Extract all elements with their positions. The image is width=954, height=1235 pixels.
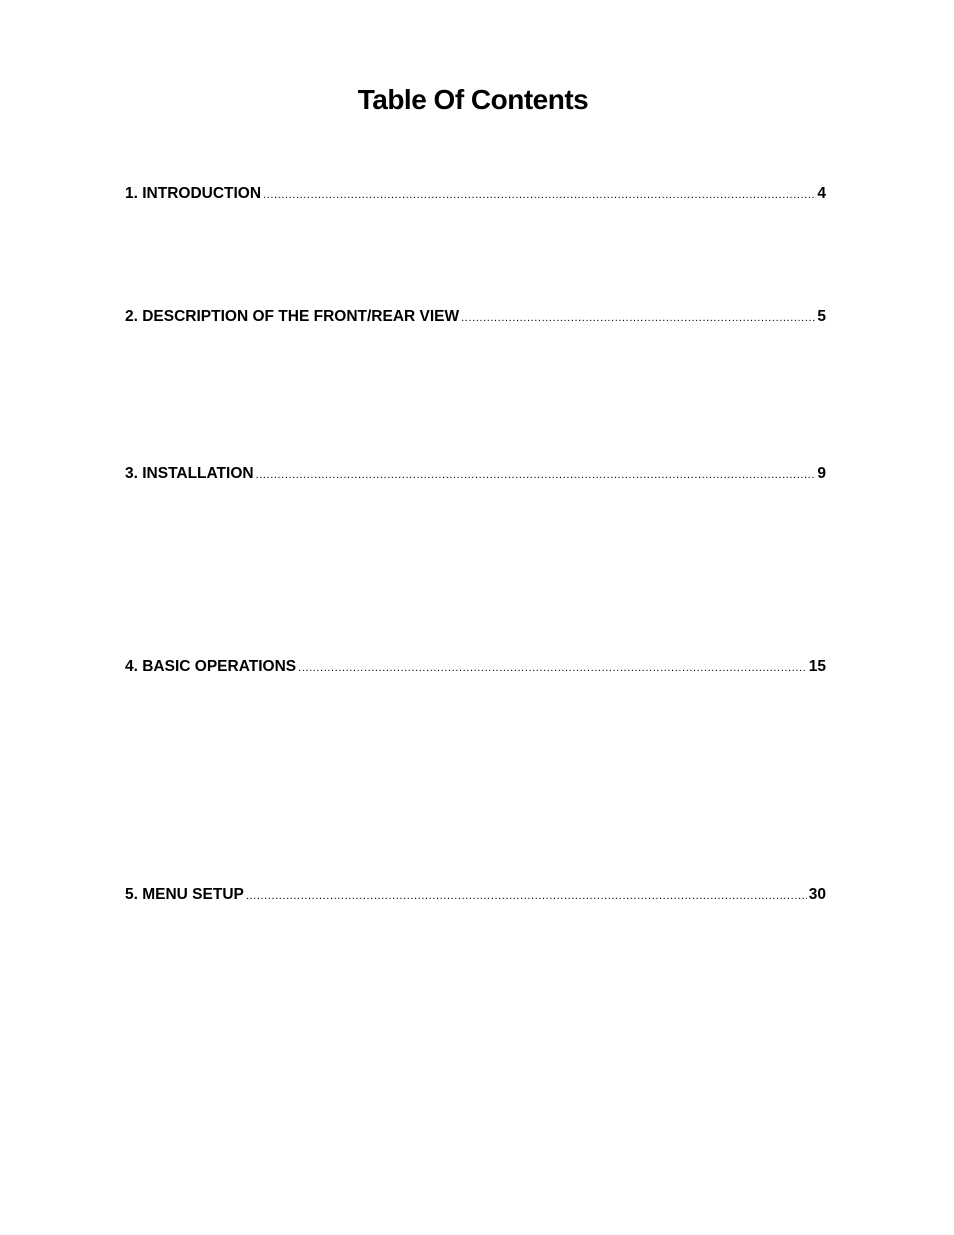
- toc-entry-introduction[interactable]: [125, 184, 826, 205]
- toc-entry-label: 5. MENU SETUP: [125, 886, 244, 903]
- toc-entry-page: 15: [808, 658, 826, 675]
- dot-leader: [298, 658, 807, 678]
- dot-leader: [461, 308, 815, 328]
- dot-leader: [263, 185, 815, 205]
- toc-entry-page: 4: [817, 185, 826, 202]
- toc-entry-page: 9: [817, 465, 826, 482]
- toc-entry-label: 4. BASIC OPERATIONS: [125, 658, 297, 675]
- toc-entry-label: 3. INSTALLATION: [125, 465, 254, 482]
- dot-leader: [246, 886, 807, 906]
- toc-entry-label: 2. DESCRIPTION OF THE FRONT/REAR VIEW: [125, 308, 460, 325]
- toc-entry-page: 30: [808, 886, 826, 903]
- toc-entry-menu-setup[interactable]: [125, 885, 826, 906]
- dot-leader: [256, 465, 816, 485]
- toc-entry-description[interactable]: [125, 307, 826, 328]
- toc-entry-label: 1. INTRODUCTION: [125, 185, 262, 202]
- page-title: Table Of Contents: [357, 84, 589, 115]
- toc-entry-basic-operations[interactable]: [125, 657, 826, 678]
- toc-entry-installation[interactable]: [125, 464, 826, 485]
- toc-entry-page: 5: [817, 308, 826, 325]
